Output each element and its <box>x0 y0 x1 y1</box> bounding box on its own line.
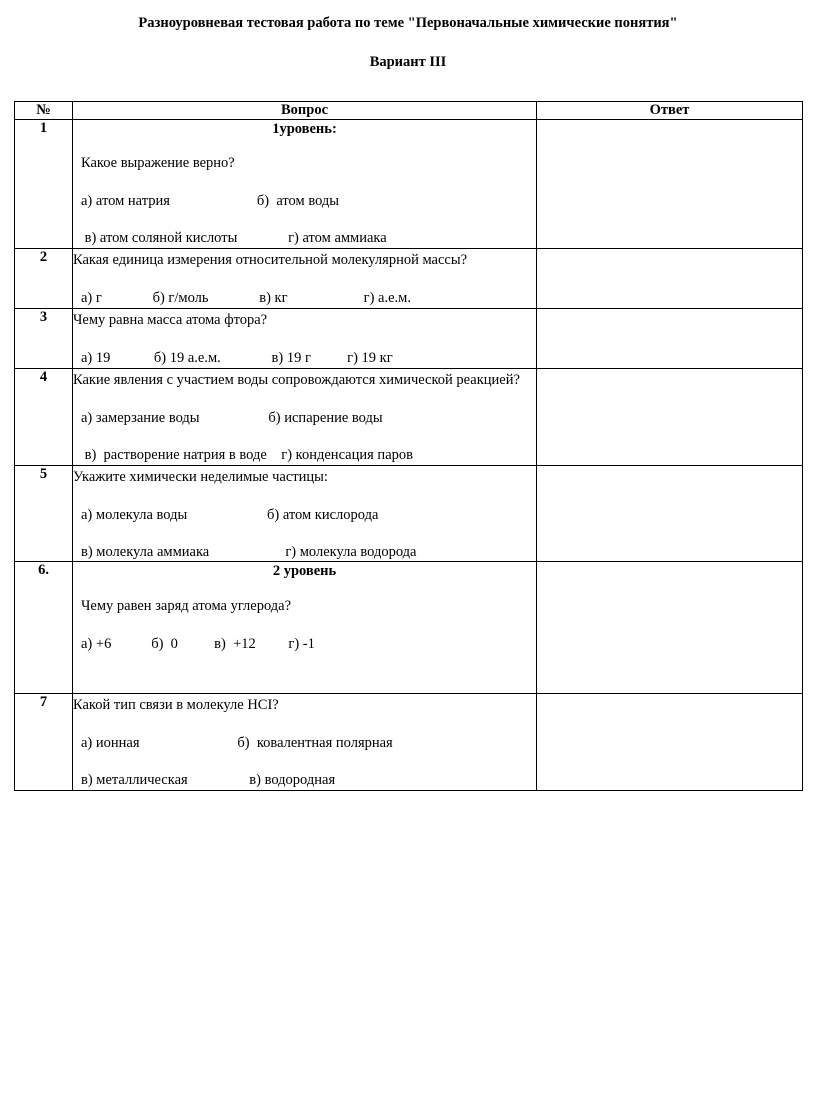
test-table <box>14 101 803 791</box>
answer-cell[interactable] <box>537 248 803 308</box>
column-header-answer: Ответ <box>537 101 803 119</box>
options-line-1: а) атом натрия б) атом воды <box>81 193 340 210</box>
row-number: 2 <box>15 248 73 308</box>
row-number: 7 <box>15 693 73 790</box>
table-header-row <box>15 101 803 119</box>
options-line-1: а) замерзание воды б) испарение воды <box>81 409 383 426</box>
question-text: Укажите химически неделимые частицы: <box>73 468 328 485</box>
level-label: 1уровень: <box>272 120 337 137</box>
options-line-1: а) 19 б) 19 а.е.м. в) 19 г г) 19 кг <box>81 349 393 366</box>
options-line-1: а) г б) г/моль в) кг г) а.е.м. <box>81 290 411 306</box>
column-header-question: Вопрос <box>73 101 537 119</box>
options-line-1: а) ионная б) ковалентная полярная <box>81 734 393 751</box>
question-text: Чему равен заряд атома углерода? <box>81 597 292 614</box>
row-number: 1 <box>15 119 73 248</box>
question-text: Какой тип связи в молекуле HCI? <box>73 696 279 713</box>
options-line-2: в) растворение натрия в воде г) конденсация паров <box>81 446 413 463</box>
question-cell <box>73 119 537 248</box>
column-header-number: № <box>15 101 73 119</box>
question-cell <box>73 248 537 308</box>
table-row <box>15 693 803 790</box>
answer-cell[interactable] <box>537 562 803 693</box>
options-line-2: в) молекула аммиака г) молекула водорода <box>81 543 417 560</box>
table-row <box>15 119 803 248</box>
question-text: Какие явления с участием воды сопровождаются химической реакцией? <box>73 371 520 388</box>
row-number: 4 <box>15 368 73 465</box>
page-subtitle: Вариант III <box>369 53 447 70</box>
options-line-2: в) металлическая в) водородная <box>81 771 336 788</box>
question-text: Чему равна масса атома фтора? <box>73 311 268 328</box>
answer-cell[interactable] <box>537 368 803 465</box>
question-cell <box>73 308 537 368</box>
table-row <box>15 368 803 465</box>
question-cell <box>73 368 537 465</box>
answer-cell[interactable] <box>537 119 803 248</box>
table-row <box>15 308 803 368</box>
question-cell <box>73 693 537 790</box>
question-text: Какая единица измерения относительной молекулярной массы? <box>73 251 468 268</box>
answer-cell[interactable] <box>537 308 803 368</box>
question-text: Какое выражение верно? <box>81 155 235 172</box>
options-line-1: а) молекула воды б) атом кислорода <box>81 506 379 523</box>
row-number: 3 <box>15 308 73 368</box>
answer-cell[interactable] <box>537 693 803 790</box>
table-row <box>15 465 803 562</box>
row-number: 5 <box>15 465 73 562</box>
row-number: 6. <box>15 562 73 693</box>
options-line-2: в) атом соляной кислоты г) атом аммиака <box>81 230 387 247</box>
table-row <box>15 562 803 693</box>
question-cell <box>73 465 537 562</box>
options-line-1: а) +6 б) 0 в) +12 г) -1 <box>81 636 315 653</box>
level-label: 2 уровень <box>272 563 337 580</box>
question-cell <box>73 562 537 693</box>
table-row <box>15 248 803 308</box>
answer-cell[interactable] <box>537 465 803 562</box>
page-title: Разноуровневая тестовая работа по теме "Первоначальные химические понятия" <box>138 15 678 31</box>
